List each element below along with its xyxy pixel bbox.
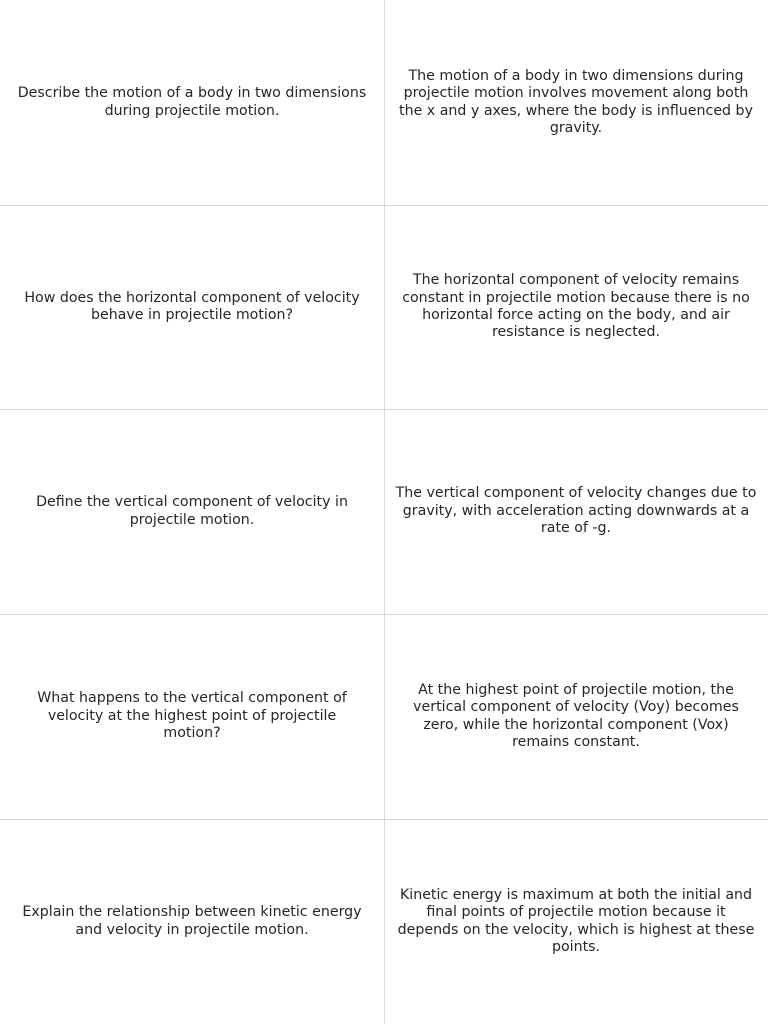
flashcard-row <box>0 205 768 409</box>
question-text: Explain the relationship between kinetic energy and velocity in projectile motion. <box>22 904 362 938</box>
answer-text: The motion of a body in two dimensions during projectile motion involves movement along both the x and y axes, where the body is influenced by gravity. <box>399 67 753 136</box>
question-text: Describe the motion of a body in two dimensions during projectile motion. <box>17 85 367 119</box>
question-cell <box>0 614 384 819</box>
question-text: Define the vertical component of velocity in projectile motion. <box>36 494 348 528</box>
question-text: How does the horizontal component of velocity behave in projectile motion? <box>24 289 360 323</box>
question-cell <box>0 819 384 1024</box>
question-cell <box>0 0 384 205</box>
answer-text: The horizontal component of velocity remains constant in projectile motion because there is no horizontal force acting on the body, and air resistance is neglected. <box>402 272 750 341</box>
answer-cell <box>384 409 768 614</box>
answer-cell <box>384 614 768 819</box>
answer-cell <box>384 0 768 205</box>
flashcard-row <box>0 409 768 614</box>
question-text: What happens to the vertical component of velocity at the highest point of projectile motion? <box>37 690 347 742</box>
flashcard-row <box>0 614 768 819</box>
question-cell <box>0 205 384 409</box>
answer-text: The vertical component of velocity changes due to gravity, with acceleration acting downwards at a rate of -g. <box>395 485 757 537</box>
flashcard-row <box>0 0 768 205</box>
answer-text: Kinetic energy is maximum at both the initial and final points of projectile motion because it depends on the velocity, which is highest at these points. <box>397 886 755 955</box>
flashcard-row <box>0 819 768 1024</box>
answer-text: At the highest point of projectile motion, the vertical component of velocity (Voy) becomes zero, while the horizontal component (Vox) remains constant. <box>413 681 739 750</box>
question-cell <box>0 409 384 614</box>
answer-cell <box>384 205 768 409</box>
answer-cell <box>384 819 768 1024</box>
